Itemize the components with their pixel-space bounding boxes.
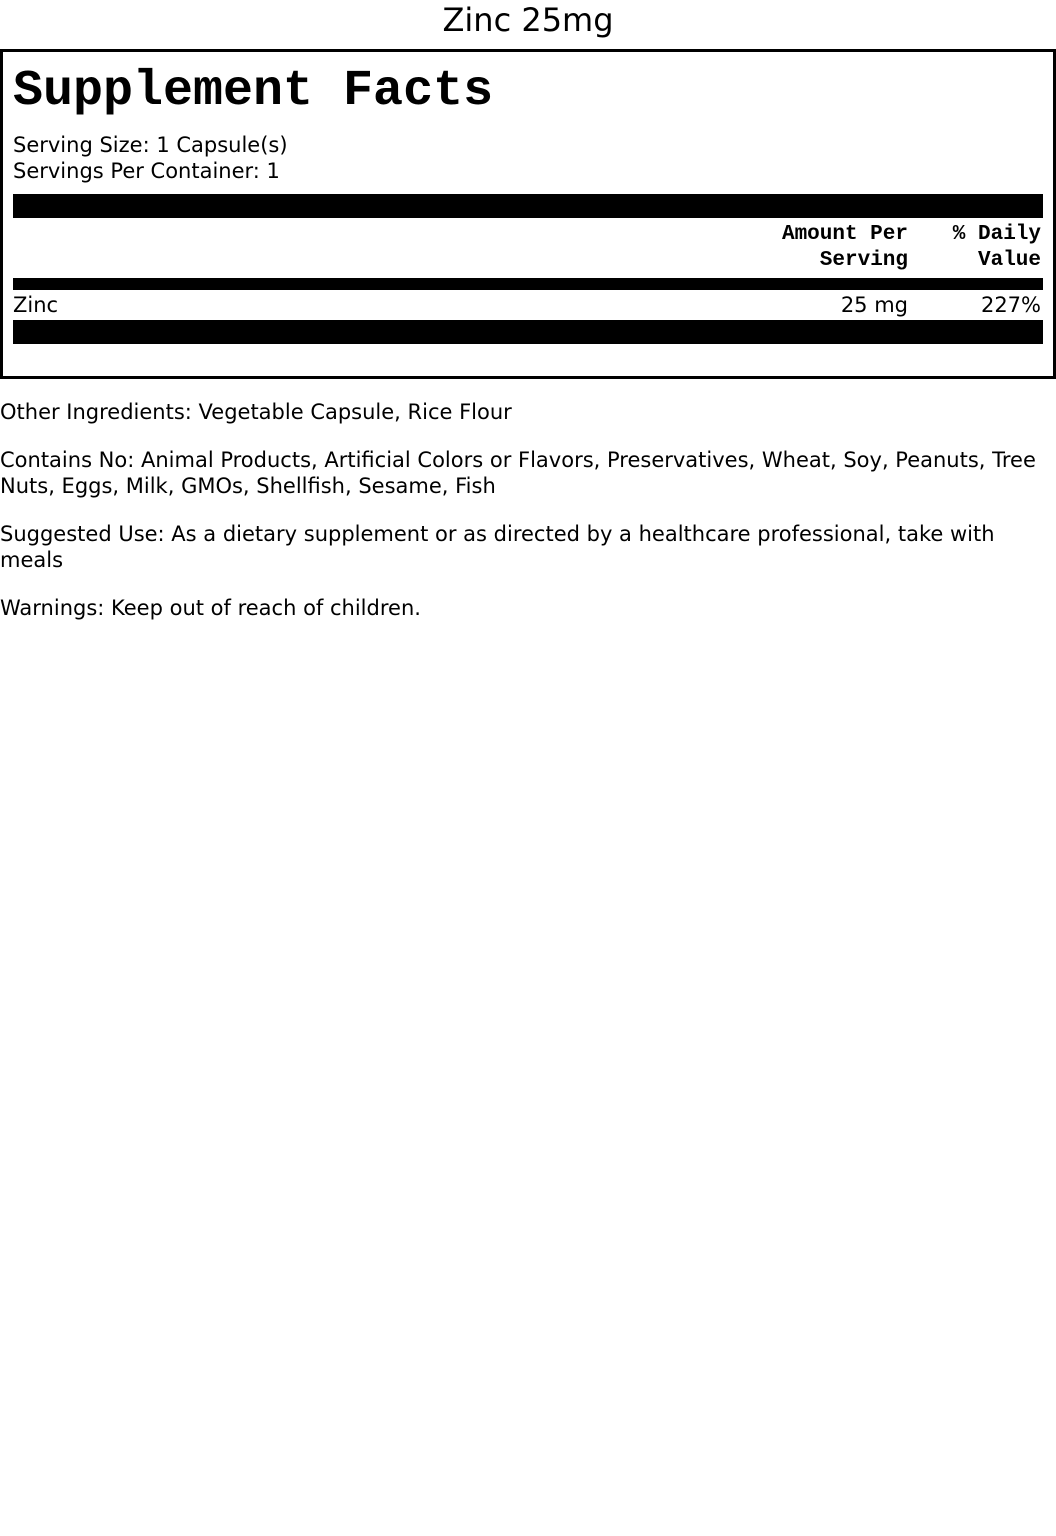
serving-size: Serving Size: 1 Capsule(s) xyxy=(13,133,288,157)
thick-divider-bottom xyxy=(13,320,1043,344)
amount-header-line2: Serving xyxy=(819,249,908,272)
supplement-facts-panel xyxy=(0,49,1056,379)
contains-no: Contains No: Animal Products, Artificial Colors or Flavors, Preservatives, Wheat, Soy, Peanuts, Tree Nuts, Eggs, Milk, GMOs, Shellfish, Sesame, Fish xyxy=(0,448,1036,498)
dv-header-line2: Value xyxy=(977,249,1041,272)
label-text-section xyxy=(0,399,1056,643)
nutrient-daily-value: 227% xyxy=(980,293,1041,317)
amount-per-serving-header xyxy=(782,222,908,274)
thick-divider-top xyxy=(13,194,1043,218)
amount-header-line1: Amount Per xyxy=(781,223,908,246)
supplement-facts-heading: Supplement Facts xyxy=(13,63,494,120)
nutrient-amount: 25 mg xyxy=(840,293,908,317)
other-ingredients: Other Ingredients: Vegetable Capsule, Rice Flour xyxy=(0,400,512,424)
warnings: Warnings: Keep out of reach of children. xyxy=(0,596,421,620)
suggested-use: Suggested Use: As a dietary supplement or as directed by a healthcare professional, take with meals xyxy=(0,522,995,572)
dv-header-line1: % Daily xyxy=(952,223,1041,246)
product-title: Zinc 25mg xyxy=(442,1,614,39)
nutrient-name: Zinc xyxy=(13,293,59,317)
daily-value-header xyxy=(953,222,1041,274)
medium-divider xyxy=(13,278,1043,290)
servings-per-container: Servings Per Container: 1 xyxy=(13,159,280,183)
